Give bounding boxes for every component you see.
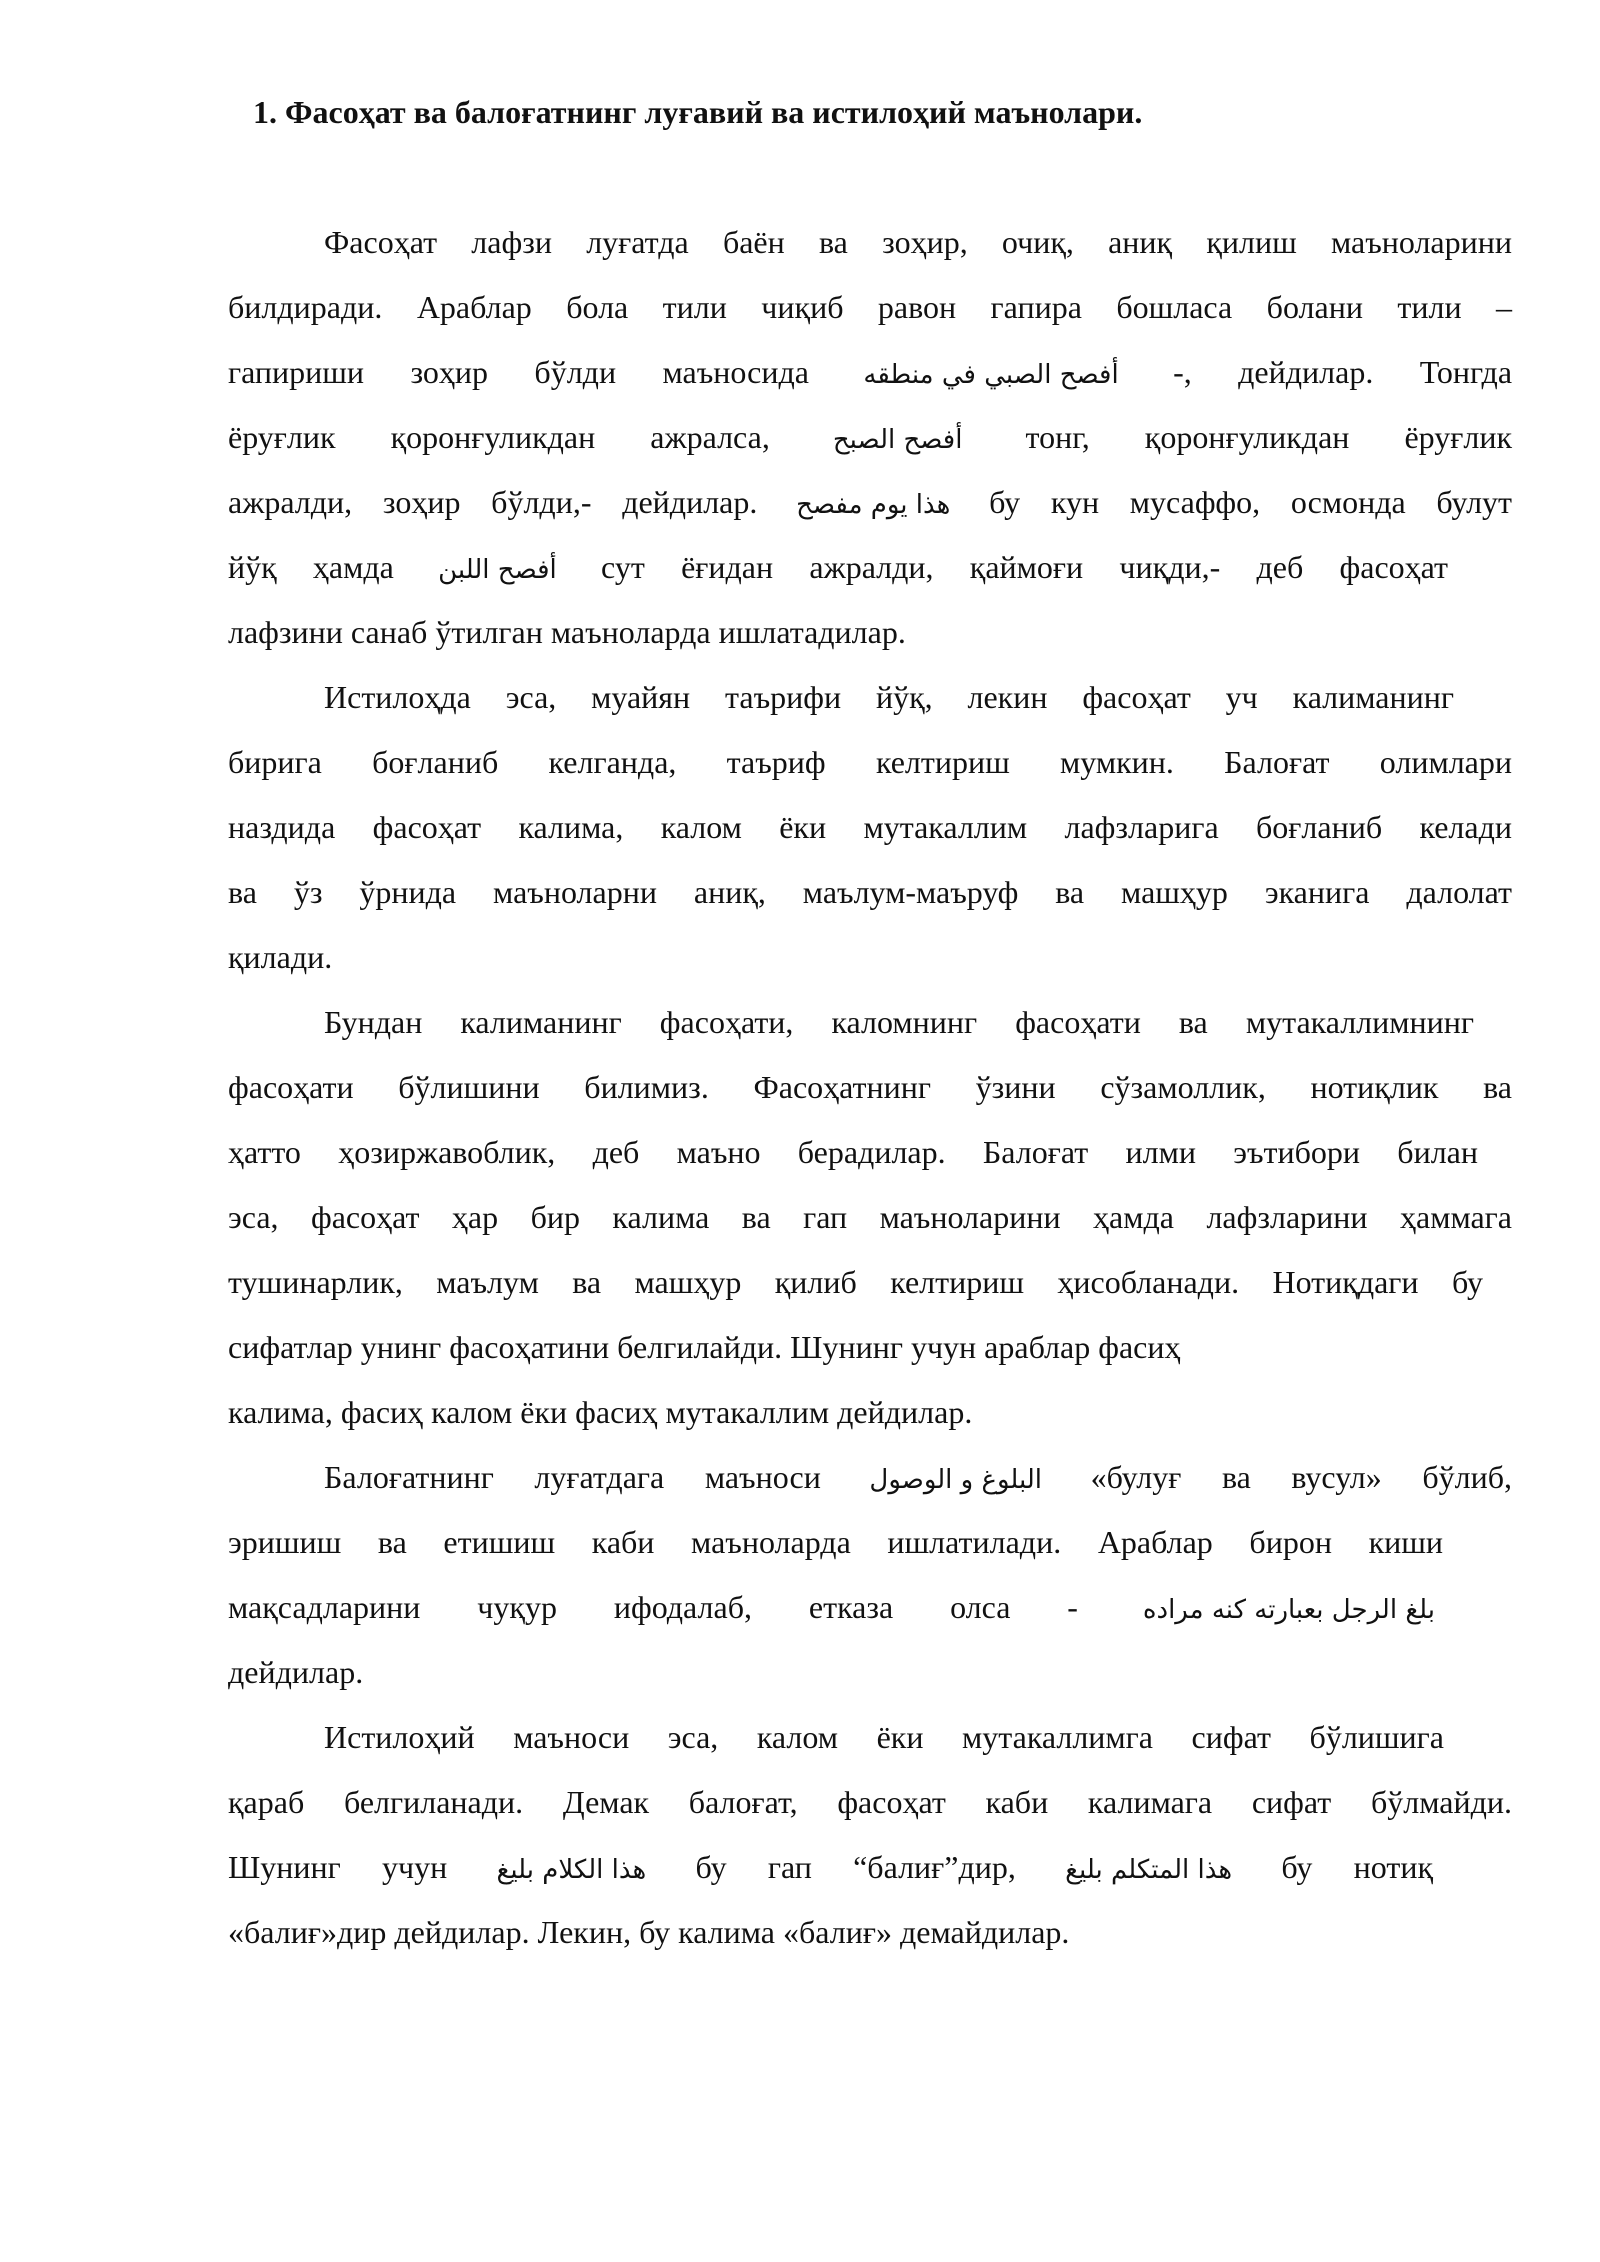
paragraph-line (228, 937, 332, 977)
section-heading: 1. Фасоҳат ва балоғатнинг луғавий ва истилоҳий маънолари. (253, 94, 1143, 130)
text-run: Шунинг учун (228, 1849, 448, 1885)
paragraph-line (324, 1002, 1474, 1042)
arabic-phrase: أفصح الصبح (832, 425, 963, 455)
text-run: билдиради. Араблар бола тили чиқиб равон гапира бошласа болани тили – (228, 289, 1512, 325)
text-run: -, дейдилар. Тонгда (1173, 354, 1513, 390)
text-run: «булуғ ва вусул» бўлиб, (1090, 1459, 1512, 1495)
paragraph-line (228, 1522, 1443, 1562)
paragraph-line (228, 1912, 1069, 1952)
paragraph-line (228, 1847, 1433, 1890)
text-run: мақсадларини чуқур ифодалаб, етказа олса - (228, 1589, 1078, 1625)
arabic-phrase: هذا الكلام بليغ (496, 1855, 647, 1885)
paragraph-line (228, 807, 1512, 847)
paragraph-line (228, 1132, 1478, 1172)
paragraph-line (228, 1197, 1512, 1237)
text-run: дейдилар. (228, 1654, 364, 1690)
text-run: қилади. (228, 939, 333, 975)
text-run: эришиш ва етишиш каби маъноларда ишлатилади. Араблар бирон киши (228, 1524, 1443, 1560)
text-run: ажралди, зоҳир бўлди,- дейдилар. (228, 484, 758, 520)
paragraph-line (228, 1652, 363, 1692)
paragraph-line (228, 1587, 1443, 1630)
arabic-phrase: أفصح الصبي في منطقه (863, 360, 1119, 390)
paragraph-line (228, 1392, 972, 1432)
paragraph-line (228, 742, 1512, 782)
paragraph-line (324, 677, 1454, 717)
paragraph-line (228, 352, 1512, 395)
arabic-phrase: أفصح اللبن (438, 555, 557, 585)
paragraph-line (228, 547, 1448, 590)
arabic-phrase: هذا المتكلم بليغ (1065, 1855, 1233, 1885)
paragraph-line (228, 417, 1512, 460)
text-run: бу нотиқ (1281, 1849, 1434, 1885)
text-run: бирига боғланиб келганда, таъриф келтириш мумкин. Балоғат олимлари (228, 744, 1512, 780)
text-run: «балиғ»дир дейдилар. Лекин, бу калима «балиғ» демайдилар. (228, 1914, 1070, 1950)
text-run: калима, фасиҳ калом ёки фасиҳ мутакаллим дейдилар. (228, 1394, 973, 1430)
paragraph-line (324, 1717, 1444, 1757)
paragraph-line (228, 1262, 1483, 1302)
paragraph-line (324, 1457, 1512, 1500)
arabic-phrase: بلغ الرجل بعبارته كنه مراده (1142, 1595, 1436, 1625)
paragraph-line (228, 1782, 1512, 1822)
text-run: ҳатто ҳозиржавоблик, деб маъно берадилар. Балоғат илми эътибори билан (228, 1134, 1478, 1170)
text-run: тонг, қоронғуликдан ёруғлик (1025, 419, 1512, 455)
arabic-phrase: هذا يوم مفصح (796, 490, 951, 520)
text-run: гапириши зоҳир бўлди маъносида (228, 354, 809, 390)
text-run: йўқ ҳамда (228, 549, 394, 585)
arabic-phrase: البلوغ و الوصول (869, 1465, 1043, 1495)
text-run: тушинарлик, маълум ва машҳур қилиб келтириш ҳисобланади. Нотиқдаги бу (228, 1264, 1483, 1300)
text-run: эса, фасоҳат ҳар бир калима ва гап маъноларини ҳамда лафзларини ҳаммага (228, 1199, 1512, 1235)
paragraph-line (228, 1327, 1180, 1367)
text-run: сут ёғидан ажралди, қаймоғи чиқди,- деб фасоҳат (601, 549, 1449, 585)
paragraph-line (228, 612, 906, 652)
text-run: Истилоҳий маъноси эса, калом ёки мутакаллимга сифат бўлишига (324, 1719, 1444, 1755)
text-run: бу кун мусаффо, осмонда булут (989, 484, 1513, 520)
text-run: Истилоҳда эса, муайян таърифи йўқ, лекин фасоҳат уч калиманинг (324, 679, 1454, 715)
text-run: сифатлар унинг фасоҳатини белгилайди. Шунинг учун араблар фасиҳ (228, 1329, 1181, 1365)
paragraph-line (228, 482, 1512, 525)
paragraph-line (228, 872, 1512, 912)
text-run: ва ўз ўрнида маъноларни аниқ, маълум-маъруф ва машҳур эканига далолат (228, 874, 1512, 910)
text-run: наздида фасоҳат калима, калом ёки мутакаллим лафзларига боғланиб келади (228, 809, 1512, 845)
text-run: лафзини санаб ўтилган маъноларда ишлатадилар. (228, 614, 906, 650)
text-run: Бундан калиманинг фасоҳати, каломнинг фасоҳати ва мутакаллимнинг (324, 1004, 1474, 1040)
text-run: бу гап “балиғ”дир, (695, 1849, 1016, 1885)
paragraph-line (324, 222, 1512, 262)
text-run: Балоғатнинг луғатдага маъноси (324, 1459, 821, 1495)
text-run: ёруғлик қоронғуликдан ажралса, (228, 419, 770, 455)
paragraph-line (228, 1067, 1512, 1107)
text-run: Фасоҳат лафзи луғатда баён ва зоҳир, очиқ, аниқ қилиш маъноларини (324, 224, 1512, 260)
text-run: фасоҳати бўлишини билимиз. Фасоҳатнинг ўзини сўзамоллик, нотиқлик ва (228, 1069, 1512, 1105)
paragraph-line (228, 287, 1512, 327)
text-run: қараб белгиланади. Демак балоғат, фасоҳат каби калимага сифат бўлмайди. (228, 1784, 1512, 1820)
